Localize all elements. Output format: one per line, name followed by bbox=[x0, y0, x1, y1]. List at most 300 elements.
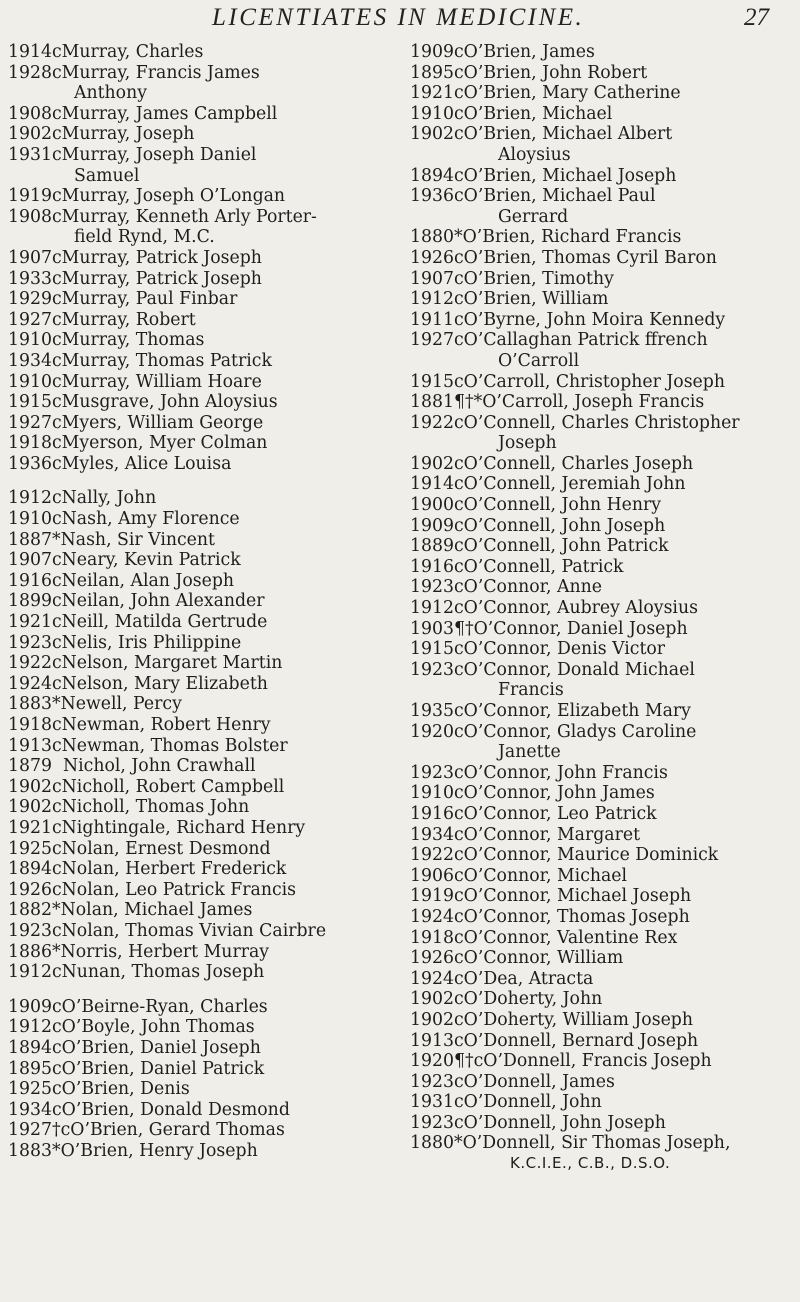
list-item bbox=[8, 42, 393, 63]
entry-year: 1931 bbox=[8, 144, 52, 165]
entry-year: 1912 bbox=[8, 962, 52, 983]
entry-continuation: Joseph bbox=[498, 433, 557, 454]
section-gap bbox=[8, 474, 393, 488]
entry-name: cNelson, Mary Elizabeth bbox=[52, 673, 268, 694]
list-item bbox=[8, 900, 393, 921]
entry-name: cO’Connor, John James bbox=[454, 783, 655, 804]
entry-year: 1934 bbox=[8, 350, 52, 371]
page-header bbox=[0, 4, 800, 38]
left-column bbox=[8, 42, 393, 1161]
entry-name: cMyles, Alice Louisa bbox=[52, 453, 232, 474]
list-item bbox=[410, 330, 798, 351]
entry-name: cMurray, Thomas Patrick bbox=[52, 350, 272, 371]
entry-name: *O’Carroll, Joseph Francis bbox=[473, 392, 705, 413]
list-item bbox=[8, 921, 393, 942]
entry-name: cO’Doherty, William Joseph bbox=[454, 1009, 693, 1030]
entry-year: 1927† bbox=[8, 1120, 61, 1141]
entry-name: cMurray, Charles bbox=[52, 42, 204, 62]
entry-name: cO’Brien, Michael Albert bbox=[454, 124, 673, 145]
entry-year: 1902 bbox=[410, 124, 454, 145]
list-item bbox=[410, 289, 798, 310]
list-item bbox=[8, 653, 393, 674]
entry-continuation: Samuel bbox=[74, 165, 140, 186]
entry-year: 1922 bbox=[8, 653, 52, 674]
entry-year: 1915 bbox=[410, 639, 454, 660]
entry-name: *Nash, Sir Vincent bbox=[52, 529, 215, 550]
entry-year: 1923 bbox=[8, 632, 52, 653]
entry-name: *Nolan, Michael James bbox=[52, 900, 253, 921]
entry-year: 1934 bbox=[410, 824, 454, 845]
entry-name: cO’Connor, Margaret bbox=[454, 824, 641, 845]
entry-year: 1894 bbox=[8, 1037, 52, 1058]
entry-name: cMyers, William George bbox=[52, 412, 264, 433]
list-item bbox=[410, 557, 798, 578]
entry-name: cNeilan, Alan Joseph bbox=[52, 570, 235, 591]
entry-year: 1923 bbox=[410, 1071, 454, 1092]
entry-continuation: Janette bbox=[498, 742, 561, 763]
entry-name: cO’Donnell, Francis Joseph bbox=[473, 1051, 712, 1072]
entry-name: cO’Donnell, James bbox=[454, 1071, 615, 1092]
list-item bbox=[410, 1031, 798, 1052]
entry-name: cO’Connell, John Joseph bbox=[454, 515, 666, 536]
entry-name: cO’Callaghan Patrick ffrench bbox=[454, 330, 708, 351]
entry-year: 1894 bbox=[8, 859, 52, 880]
list-item bbox=[8, 756, 393, 777]
entry-name: cO’Connell, Charles Christopher bbox=[454, 412, 740, 433]
running-head: LICENTIATES IN MEDICINE. bbox=[212, 4, 585, 31]
entry-name: cO’Brien, William bbox=[454, 289, 609, 310]
entry-year: 1924 bbox=[8, 673, 52, 694]
entry-year: 1912 bbox=[8, 1017, 52, 1038]
entry-year: 1902 bbox=[8, 776, 52, 797]
entry-name: cO’Connell, Jeremiah John bbox=[454, 474, 686, 495]
entry-name: cMurray, Kenneth Arly Porter- bbox=[52, 206, 317, 227]
list-item bbox=[410, 845, 798, 866]
entry-name: cNewman, Robert Henry bbox=[52, 715, 271, 735]
entry-year: 1910 bbox=[8, 330, 52, 351]
list-item bbox=[8, 330, 393, 351]
list-item bbox=[410, 866, 798, 887]
entry-year: 1916 bbox=[410, 803, 454, 824]
entry-name: cNicholl, Thomas John bbox=[52, 797, 250, 818]
entry-name: cO’Brien, Mary Catherine bbox=[454, 83, 681, 104]
list-item bbox=[410, 83, 798, 104]
list-item bbox=[410, 42, 798, 63]
entry-year: 1883 bbox=[8, 1140, 52, 1161]
list-item bbox=[8, 454, 393, 475]
entry-year: 1902 bbox=[410, 453, 454, 474]
entry-year: 1879 bbox=[8, 756, 52, 777]
entry-name: cO’Brien, Donald Desmond bbox=[52, 1099, 290, 1120]
list-item bbox=[8, 433, 393, 454]
list-item bbox=[8, 392, 393, 413]
entry-name: cO’Connor, Michael bbox=[454, 865, 628, 886]
entry-name: cNunan, Thomas Joseph bbox=[52, 962, 265, 983]
entry-year: 1910 bbox=[8, 509, 52, 530]
list-item bbox=[8, 962, 393, 983]
entry-name: cNelis, Iris Philippine bbox=[52, 632, 242, 653]
list-item bbox=[8, 942, 393, 963]
entry-year: 1928 bbox=[8, 62, 52, 83]
entry-year: 1921 bbox=[410, 83, 454, 104]
entry-name: cO’Connor, Donald Michael bbox=[454, 659, 695, 680]
entry-name: cO’Donnell, John bbox=[454, 1092, 602, 1113]
list-item bbox=[8, 269, 393, 290]
entry-name: cMurray, Patrick Joseph bbox=[52, 268, 262, 289]
entry-name: cNally, John bbox=[52, 488, 157, 509]
entry-year: 1882 bbox=[8, 900, 52, 921]
list-item bbox=[8, 1079, 393, 1100]
list-item bbox=[410, 1051, 798, 1072]
entry-name: cO’Donnell, Bernard Joseph bbox=[454, 1030, 699, 1051]
entry-year: 1913 bbox=[410, 1030, 454, 1051]
list-item bbox=[8, 351, 393, 372]
list-item bbox=[8, 248, 393, 269]
entry-name: cO’Doherty, John bbox=[454, 989, 603, 1010]
entry-year: 1926 bbox=[410, 247, 454, 268]
entry-year: 1929 bbox=[8, 289, 52, 310]
list-item bbox=[8, 571, 393, 592]
entry-year: 1899 bbox=[8, 591, 52, 612]
list-item bbox=[410, 310, 798, 331]
list-item bbox=[410, 907, 798, 928]
list-item bbox=[8, 674, 393, 695]
list-item bbox=[410, 598, 798, 619]
entry-name: cMyerson, Myer Colman bbox=[52, 433, 268, 454]
list-item bbox=[410, 948, 798, 969]
list-item bbox=[8, 591, 393, 612]
list-item bbox=[8, 104, 393, 125]
list-item bbox=[8, 186, 393, 207]
entry-year: 1918 bbox=[8, 715, 52, 735]
entry-name: cO’Connell, Charles Joseph bbox=[454, 453, 694, 474]
list-item bbox=[410, 536, 798, 557]
entry-name: cMurray, Robert bbox=[52, 309, 196, 330]
entry-name: cO’Brien, Thomas Cyril Baron bbox=[454, 247, 717, 268]
section-gap bbox=[8, 983, 393, 997]
list-item bbox=[8, 1038, 393, 1059]
list-item bbox=[410, 104, 798, 125]
list-item bbox=[410, 1072, 798, 1093]
entry-year: 1914 bbox=[410, 474, 454, 495]
list-item bbox=[410, 269, 798, 290]
entry-name: cO’Connor, Valentine Rex bbox=[454, 927, 678, 948]
list-item bbox=[8, 839, 393, 860]
entry-name: cO’Dea, Atracta bbox=[454, 968, 594, 989]
entry-year: 1920¶† bbox=[410, 1051, 474, 1072]
list-item bbox=[410, 413, 798, 434]
entry-year: 1907 bbox=[8, 247, 52, 268]
entry-name: cNeary, Kevin Patrick bbox=[52, 550, 241, 571]
entry-name: cMusgrave, John Aloysius bbox=[52, 392, 278, 413]
entry-name: cMurray, Paul Finbar bbox=[52, 289, 238, 310]
entry-name: cMurray, James Campbell bbox=[52, 103, 278, 124]
list-item bbox=[410, 619, 798, 640]
list-item bbox=[8, 694, 393, 715]
entry-name: cNolan, Ernest Desmond bbox=[52, 838, 271, 859]
entry-year: 1889 bbox=[410, 536, 454, 557]
entry-name: cMurray, Francis James bbox=[52, 62, 260, 83]
entry-name: cO’Brien, Denis bbox=[52, 1079, 190, 1100]
list-item bbox=[410, 392, 798, 413]
entry-year: 1922 bbox=[410, 412, 454, 433]
entry-name: cNolan, Leo Patrick Francis bbox=[52, 879, 297, 900]
page-number: 27 bbox=[744, 4, 769, 31]
list-item bbox=[410, 660, 798, 681]
entry-name: cO’Brien, Daniel Joseph bbox=[52, 1037, 261, 1058]
list-item bbox=[410, 1010, 798, 1031]
entry-year: 1911 bbox=[410, 309, 454, 330]
entry-name: cO’Beirne-Ryan, Charles bbox=[52, 996, 268, 1017]
entry-name: cO’Connor, John Francis bbox=[454, 762, 668, 783]
list-item bbox=[410, 474, 798, 495]
entry-continuation: Anthony bbox=[74, 83, 147, 104]
list-item bbox=[410, 227, 798, 248]
entry-year: 1923 bbox=[410, 1112, 454, 1133]
entry-name: Nichol, John Crawhall bbox=[52, 756, 256, 777]
entry-name: cO’Connor, William bbox=[454, 948, 624, 969]
list-item bbox=[410, 928, 798, 949]
entry-name: cNewman, Thomas Bolster bbox=[52, 735, 288, 756]
entry-year: 1936 bbox=[8, 453, 52, 474]
entry-year: 1924 bbox=[410, 968, 454, 989]
entry-name: *O’Donnell, Sir Thomas Joseph, bbox=[454, 1133, 731, 1154]
list-item bbox=[410, 63, 798, 84]
entry-name: cNightingale, Richard Henry bbox=[52, 817, 306, 838]
entry-continuation: field Rynd, M.C. bbox=[74, 227, 215, 248]
entry-year: 1931 bbox=[410, 1092, 454, 1113]
entry-year: 1902 bbox=[410, 1009, 454, 1030]
entry-name: *O’Brien, Richard Francis bbox=[454, 227, 682, 248]
entry-year: 1919 bbox=[8, 186, 52, 207]
entry-year: 1923 bbox=[410, 659, 454, 680]
entry-year: 1894 bbox=[410, 165, 454, 186]
list-item bbox=[8, 509, 393, 530]
list-item bbox=[410, 124, 798, 145]
entry-year: 1907 bbox=[8, 550, 52, 571]
entry-name: cMurray, William Hoare bbox=[52, 371, 262, 392]
entry-name: cO’Brien, James bbox=[454, 42, 595, 62]
entry-year: 1916 bbox=[410, 556, 454, 577]
list-item bbox=[8, 145, 393, 166]
entry-name: cMurray, Joseph bbox=[52, 124, 195, 145]
entry-name: cNolan, Herbert Frederick bbox=[52, 859, 287, 880]
list-item bbox=[8, 633, 393, 654]
entry-name: *Newell, Percy bbox=[52, 694, 182, 715]
list-item bbox=[410, 639, 798, 660]
entry-year: 1908 bbox=[8, 206, 52, 227]
entry-year: 1936 bbox=[410, 186, 454, 207]
entry-year: 1920 bbox=[410, 721, 454, 742]
list-item bbox=[410, 495, 798, 516]
entry-name: cO’Brien, Gerard Thomas bbox=[60, 1120, 285, 1141]
entry-year: 1925 bbox=[8, 1079, 52, 1100]
entry-year: 1919 bbox=[410, 886, 454, 907]
entry-year: 1934 bbox=[8, 1099, 52, 1120]
list-item bbox=[8, 1141, 393, 1162]
entry-year: 1907 bbox=[410, 268, 454, 289]
list-item bbox=[8, 413, 393, 434]
list-item bbox=[410, 989, 798, 1010]
entry-year: 1910 bbox=[410, 103, 454, 124]
list-item bbox=[8, 777, 393, 798]
entry-year: 1895 bbox=[8, 1058, 52, 1079]
entry-name: cNelson, Margaret Martin bbox=[52, 653, 283, 674]
entry-name: cMurray, Joseph Daniel bbox=[52, 144, 257, 165]
entry-name: *O’Brien, Henry Joseph bbox=[52, 1140, 258, 1161]
list-item bbox=[410, 701, 798, 722]
list-item bbox=[8, 530, 393, 551]
entry-name: cO’Connell, John Patrick bbox=[454, 536, 669, 557]
list-item bbox=[410, 763, 798, 784]
list-item bbox=[8, 612, 393, 633]
entry-name: *Norris, Herbert Murray bbox=[52, 941, 270, 962]
entry-year: 1880 bbox=[410, 1133, 454, 1154]
entry-name: cO’Byrne, John Moira Kennedy bbox=[454, 309, 726, 330]
entry-continuation: Gerrard bbox=[498, 206, 569, 227]
entry-year: 1902 bbox=[8, 797, 52, 818]
list-item bbox=[410, 248, 798, 269]
list-item bbox=[8, 715, 393, 736]
list-item bbox=[410, 825, 798, 846]
entry-name: O’Connor, Daniel Joseph bbox=[473, 618, 688, 639]
entry-name: cO’Brien, Michael Joseph bbox=[454, 165, 677, 186]
entry-name: cO’Connor, Thomas Joseph bbox=[454, 906, 690, 927]
list-item bbox=[8, 736, 393, 757]
list-item bbox=[8, 289, 393, 310]
entry-year: 1926 bbox=[8, 879, 52, 900]
entry-year: 1881¶† bbox=[410, 392, 474, 413]
list-item bbox=[8, 488, 393, 509]
entry-name: cO’Connell, John Henry bbox=[454, 495, 662, 516]
entry-name: cO’Connor, Gladys Caroline bbox=[454, 721, 697, 742]
entry-year: 1927 bbox=[410, 330, 454, 351]
list-item bbox=[8, 372, 393, 393]
entry-year: 1915 bbox=[8, 392, 52, 413]
entry-name: cO’Connor, Aubrey Aloysius bbox=[454, 598, 698, 619]
entry-year: 1906 bbox=[410, 865, 454, 886]
entry-year: 1912 bbox=[410, 289, 454, 310]
list-item bbox=[8, 818, 393, 839]
right-column bbox=[410, 42, 798, 1173]
entry-year: 1910 bbox=[410, 783, 454, 804]
list-item bbox=[8, 1120, 393, 1141]
entry-year: 1912 bbox=[410, 598, 454, 619]
list-item bbox=[8, 124, 393, 145]
entry-year: 1902 bbox=[8, 124, 52, 145]
entry-year: 1908 bbox=[8, 103, 52, 124]
list-item bbox=[8, 310, 393, 331]
entry-year: 1921 bbox=[8, 612, 52, 633]
entry-name: cMurray, Patrick Joseph bbox=[52, 247, 262, 268]
entry-name: cO’Carroll, Christopher Joseph bbox=[454, 371, 725, 392]
list-item bbox=[8, 1017, 393, 1038]
entry-year: 1902 bbox=[410, 989, 454, 1010]
entry-year: 1895 bbox=[410, 62, 454, 83]
entry-name: cO’Brien, Michael bbox=[454, 103, 613, 124]
entry-year: 1880 bbox=[410, 227, 454, 248]
list-item bbox=[410, 886, 798, 907]
entry-honours: K.C.I.E., C.B., D.S.O. bbox=[510, 1154, 671, 1173]
entry-year: 1915 bbox=[410, 371, 454, 392]
entry-year: 1912 bbox=[8, 488, 52, 509]
entry-year: 1883 bbox=[8, 694, 52, 715]
list-item bbox=[410, 1092, 798, 1113]
entry-name: cO’Brien, Daniel Patrick bbox=[52, 1058, 265, 1079]
entry-name: cO’Connor, Maurice Dominick bbox=[454, 845, 719, 866]
list-item bbox=[8, 997, 393, 1018]
entry-year: 1921 bbox=[8, 817, 52, 838]
list-item bbox=[410, 1133, 798, 1154]
entry-name: cO’Connor, Leo Patrick bbox=[454, 803, 657, 824]
entry-name: cO’Boyle, John Thomas bbox=[52, 1017, 255, 1038]
list-item bbox=[410, 166, 798, 187]
entry-year: 1887 bbox=[8, 529, 52, 550]
entry-name: cO’Connor, Michael Joseph bbox=[454, 886, 692, 907]
list-item bbox=[410, 577, 798, 598]
entry-year: 1916 bbox=[8, 570, 52, 591]
entry-name: cNeilan, John Alexander bbox=[52, 591, 265, 612]
list-item bbox=[410, 516, 798, 537]
entry-continuation: Aloysius bbox=[498, 144, 571, 165]
entry-year: 1909 bbox=[410, 515, 454, 536]
entry-year: 1910 bbox=[8, 371, 52, 392]
entry-year: 1909 bbox=[8, 996, 52, 1017]
entry-name: cO’Brien, Michael Paul bbox=[454, 186, 656, 207]
entry-year: 1914 bbox=[8, 42, 52, 62]
entry-year: 1927 bbox=[8, 412, 52, 433]
entry-name: cNolan, Thomas Vivian Cairbre bbox=[52, 920, 327, 941]
list-item bbox=[410, 186, 798, 207]
entry-year: 1909 bbox=[410, 42, 454, 62]
list-item bbox=[8, 550, 393, 571]
list-item bbox=[410, 372, 798, 393]
list-item bbox=[8, 63, 393, 84]
entry-continuation: Francis bbox=[498, 680, 564, 701]
entry-year: 1913 bbox=[8, 735, 52, 756]
entry-year: 1923 bbox=[8, 920, 52, 941]
list-item bbox=[410, 454, 798, 475]
entry-name: cO’Brien, Timothy bbox=[454, 268, 614, 289]
list-item bbox=[410, 783, 798, 804]
list-item bbox=[410, 1113, 798, 1134]
entry-name: cO’Brien, John Robert bbox=[454, 62, 648, 83]
entry-year: 1903¶† bbox=[410, 618, 474, 639]
entry-year: 1927 bbox=[8, 309, 52, 330]
entry-year: 1924 bbox=[410, 906, 454, 927]
entry-continuation: O’Carroll bbox=[498, 350, 580, 371]
entry-name: cNeill, Matilda Gertrude bbox=[52, 612, 268, 633]
entry-name: cNash, Amy Florence bbox=[52, 509, 240, 530]
entry-year: 1935 bbox=[410, 701, 454, 721]
list-item bbox=[8, 1100, 393, 1121]
entry-year: 1900 bbox=[410, 495, 454, 516]
entry-year: 1923 bbox=[410, 762, 454, 783]
entry-name: cO’Connell, Patrick bbox=[454, 556, 624, 577]
entry-year: 1886 bbox=[8, 941, 52, 962]
entry-name: cMurray, Thomas bbox=[52, 330, 205, 351]
list-item bbox=[410, 969, 798, 990]
list-item bbox=[8, 207, 393, 228]
entry-year: 1926 bbox=[410, 948, 454, 969]
entry-name: cMurray, Joseph O’Longan bbox=[52, 186, 286, 207]
list-item bbox=[8, 797, 393, 818]
entry-year: 1918 bbox=[8, 433, 52, 454]
entry-year: 1933 bbox=[8, 268, 52, 289]
entry-name: cNicholl, Robert Campbell bbox=[52, 776, 285, 797]
entry-year: 1925 bbox=[8, 838, 52, 859]
entry-year: 1918 bbox=[410, 927, 454, 948]
